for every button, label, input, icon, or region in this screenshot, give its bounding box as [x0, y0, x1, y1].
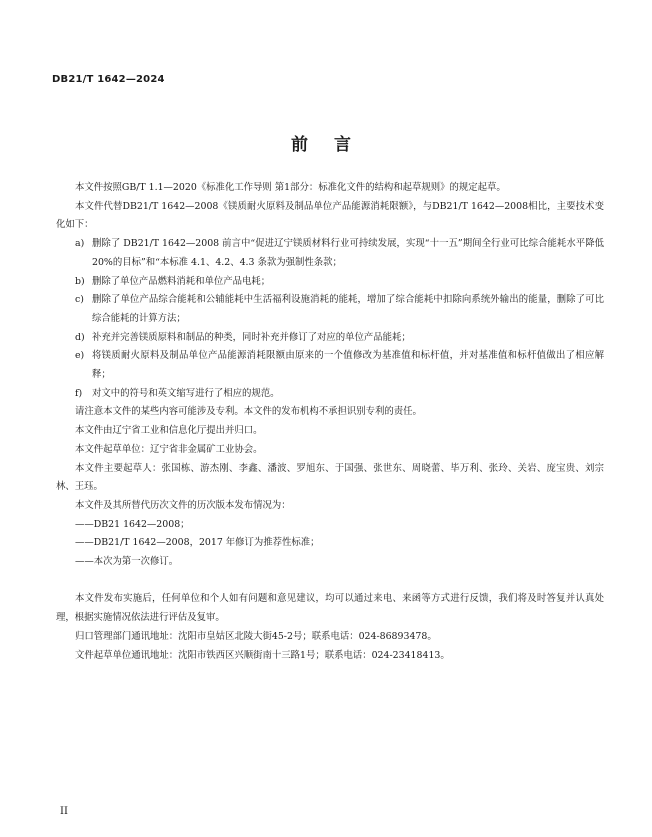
list-item-text: 删除了单位产品燃料消耗和单位产品电耗； — [92, 275, 271, 287]
list-item-text: 对文中的符号和英文缩写进行了相应的规范。 — [92, 387, 280, 399]
list-item — [56, 291, 604, 328]
paragraph-drafting-rules: 本文件按照GB/T 1.1—2020《标准化工作导则 第1部分：标准化文件的结构和起草规则》的规定起草。 — [75, 182, 506, 193]
foreword-body — [56, 179, 604, 665]
paragraph-history-intro: 本文件及其所替代历次文件的历次版本发布情况为： — [75, 499, 291, 511]
list-item — [56, 329, 604, 348]
list-item-text: 删除了 DB21/T 1642—2008 前言中“促进辽宁镁质材料行业可持续发展，实现“十一五”期间全行业可比综合能耗水平降低 20%的目标”和“本标准 4.1、4.2、4.3 条款为强制性条款； — [92, 238, 604, 268]
list-marker: e) — [75, 350, 85, 362]
list-item — [56, 347, 604, 384]
history-item: ——本次为第一次修订。 — [75, 556, 179, 568]
list-marker: c) — [75, 294, 84, 306]
page-number: II — [60, 806, 68, 817]
paragraph-drafting-unit: 本文件起草单位：辽宁省非金属矿工业协会。 — [75, 443, 263, 455]
list-marker: b) — [75, 275, 85, 287]
page-title: 前 言 — [291, 135, 361, 155]
list-marker: f) — [75, 387, 83, 399]
changes-list — [56, 235, 604, 403]
list-item — [56, 385, 604, 404]
standard-code: DB21/T 1642—2024 — [52, 74, 165, 85]
paragraph-drafter-address: 文件起草单位通讯地址：沈阳市铁西区兴顺街南十三路1号；联系电话：024-23418413。 — [75, 649, 450, 661]
paragraph-authority-address: 归口管理部门通讯地址：沈阳市皇姑区北陵大街45-2号；联系电话：024-86893478。 — [75, 630, 437, 642]
list-marker: a) — [75, 238, 85, 250]
paragraph-feedback: 本文件发布实施后，任何单位和个人如有问题和意见建议，均可以通过来电、来函等方式进行反馈，我们将及时答复并认真处理，根据实施情况依法进行评估及复审。 — [56, 593, 604, 624]
history-list — [56, 516, 604, 572]
list-item — [56, 235, 604, 272]
list-item — [56, 273, 604, 292]
paragraph-proposer: 本文件由辽宁省工业和信息化厅提出并归口。 — [75, 425, 263, 437]
paragraph-replacement: 本文件代替DB21/T 1642—2008《镁质耐火原料及制品单位产品能源消耗限额》，与DB21/T 1642—2008相比，主要技术变化如下： — [56, 200, 604, 231]
paragraph-patent-notice: 请注意本文件的某些内容可能涉及专利。本文件的发布机构不承担识别专利的责任。 — [75, 406, 422, 418]
list-item-text: 删除了单位产品综合能耗和公辅能耗中生活福利设施消耗的能耗，增加了综合能耗中扣除向系统外输出的能量，删除了可比综合能耗的计算方法； — [92, 294, 604, 324]
history-item: ——DB21/T 1642—2008，2017 年修订为推荐性标准； — [75, 537, 320, 549]
spacer — [56, 572, 604, 591]
list-marker: d) — [75, 331, 85, 343]
list-item-text: 将镁质耐火原料及制品单位产品能源消耗限额由原来的一个值修改为基准值和标杆值，并对基准值和标杆值做出了相应解释； — [92, 350, 604, 381]
paragraph-drafters: 本文件主要起草人：张国栋、游杰刚、李鑫、潘波、罗旭东、于国强、张世东、周晓蕾、毕万利、张玲、关岩、庞宝贵、刘宗林、王珏。 — [56, 462, 604, 493]
history-item: ——DB21 1642—2008； — [75, 518, 190, 530]
list-item-text: 补充并完善镁质原料和制品的种类，同时补充并修订了对应的单位产品能耗； — [92, 331, 411, 343]
